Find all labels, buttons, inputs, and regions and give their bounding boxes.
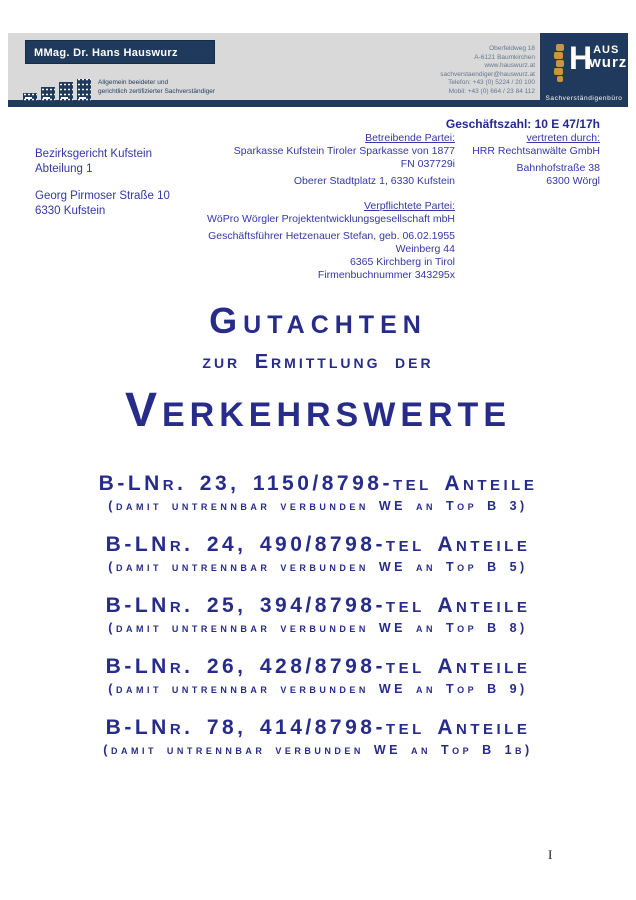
parties-column xyxy=(207,132,455,282)
operating-party-heading: Betreibende Partei: xyxy=(365,132,455,144)
court-line: Georg Pirmoser Straße 10 xyxy=(35,190,170,202)
parcel-entry-main: B-LNr. 23, 1150/8798-tel Anteile xyxy=(98,472,538,495)
representative-line: Bahnhofstraße 38 xyxy=(516,162,600,174)
representative-line: HRR Rechtsanwälte GmbH xyxy=(472,145,600,157)
parcel-entry xyxy=(0,653,636,698)
title-line-2: zur Ermittlung der xyxy=(202,351,434,373)
representative-line: 6300 Wörgl xyxy=(546,175,600,187)
logo-words xyxy=(589,44,628,71)
parcel-entries xyxy=(0,470,636,775)
hauswurz-logo xyxy=(540,33,628,107)
logo-caption: Sachverständigenbüro xyxy=(545,95,623,102)
buildings-icon xyxy=(23,77,91,102)
logo-aus: AUS xyxy=(593,44,620,56)
party-line: Sparkasse Kufstein Tiroler Sparkasse von 1877 xyxy=(233,145,455,157)
represented-heading: vertreten durch: xyxy=(526,132,600,144)
court-line: Bezirksgericht Kufstein xyxy=(35,148,152,160)
party-line: Oberer Stadtplatz 1, 6330 Kufstein xyxy=(293,175,455,187)
document-title xyxy=(0,299,636,439)
contact-line: Oberfeldweg 18 xyxy=(489,45,535,52)
parcel-entry xyxy=(0,714,636,759)
logo-wurz: wurz xyxy=(589,54,628,71)
logo-wordmark xyxy=(554,40,628,83)
building-icon xyxy=(77,77,91,102)
parcel-entry-sub: (damit untrennbar verbunden WE an Top B 5) xyxy=(108,560,528,574)
credential-line: Allgemein beeideter und xyxy=(98,79,169,86)
party-line: Geschäftsführer Hetzenauer Stefan, geb. 06.02.1955 xyxy=(208,230,455,242)
case-number: Geschäftszahl: 10 E 47/17h xyxy=(445,117,600,131)
building-icon xyxy=(41,77,55,102)
letterhead-rule xyxy=(8,100,628,107)
page-number: I xyxy=(548,847,553,862)
parcel-entry-main: B-LNr. 26, 428/8798-tel Anteile xyxy=(105,655,531,678)
contact-line: www.hauswurz.at xyxy=(484,62,535,69)
parcel-entry-main: B-LNr. 78, 414/8798-tel Anteile xyxy=(105,716,531,739)
party-line: WöPro Wörgler Projektentwicklungsgesellschaft mbH xyxy=(206,213,455,225)
contact-line: A-6121 Baumkirchen xyxy=(474,53,535,61)
parcel-entry xyxy=(0,531,636,576)
building-icon xyxy=(59,77,73,102)
parcel-entry-main: B-LNr. 25, 394/8798-tel Anteile xyxy=(105,594,531,617)
parcel-entry-sub: (damit untrennbar verbunden WE an Top B 1b) xyxy=(103,743,533,757)
contact-line: Mobil: +43 (0) 664 / 23 84 112 xyxy=(448,87,535,95)
court-line: Abteilung 1 xyxy=(35,163,93,175)
parcel-entry-main: B-LNr. 24, 490/8798-tel Anteile xyxy=(105,533,531,556)
contact-line: Telefon: +43 (0) 5224 / 20 100 xyxy=(448,79,535,86)
credential-text xyxy=(98,78,215,96)
contact-block xyxy=(355,45,535,96)
parcel-entry-sub: (damit untrennbar verbunden WE an Top B 9) xyxy=(108,682,528,696)
title-line-1: Gutachten xyxy=(209,300,427,341)
logo-letter-h: H xyxy=(569,40,593,76)
parcel-entry-sub: (damit untrennbar verbunden WE an Top B 8) xyxy=(108,621,528,635)
party-line: Weinberg 44 xyxy=(395,243,455,255)
expert-name-box: MMag. Dr. Hans Hauswurz xyxy=(25,40,215,64)
root-icon xyxy=(554,43,566,83)
party-line: Firmenbuchnummer 343295x xyxy=(317,269,455,281)
court-line: 6330 Kufstein xyxy=(35,205,106,217)
obligated-party-heading: Verpflichtete Partei: xyxy=(363,200,455,212)
party-line: 6365 Kirchberg in Tirol xyxy=(349,256,455,268)
representative-column xyxy=(472,132,600,188)
parcel-entry-sub: (damit untrennbar verbunden WE an Top B 3) xyxy=(108,499,528,513)
parcel-entry xyxy=(0,592,636,637)
contact-line: sachverstaendiger@hauswurz.at xyxy=(440,70,535,78)
credential-line: gerichtlich zertifizierter Sachverständiger xyxy=(98,88,216,95)
title-line-3: Verkehrswerte xyxy=(124,384,512,437)
party-line: FN 037729i xyxy=(400,158,455,170)
court-address xyxy=(35,147,170,219)
building-icon xyxy=(23,77,37,102)
parcel-entry xyxy=(0,470,636,515)
